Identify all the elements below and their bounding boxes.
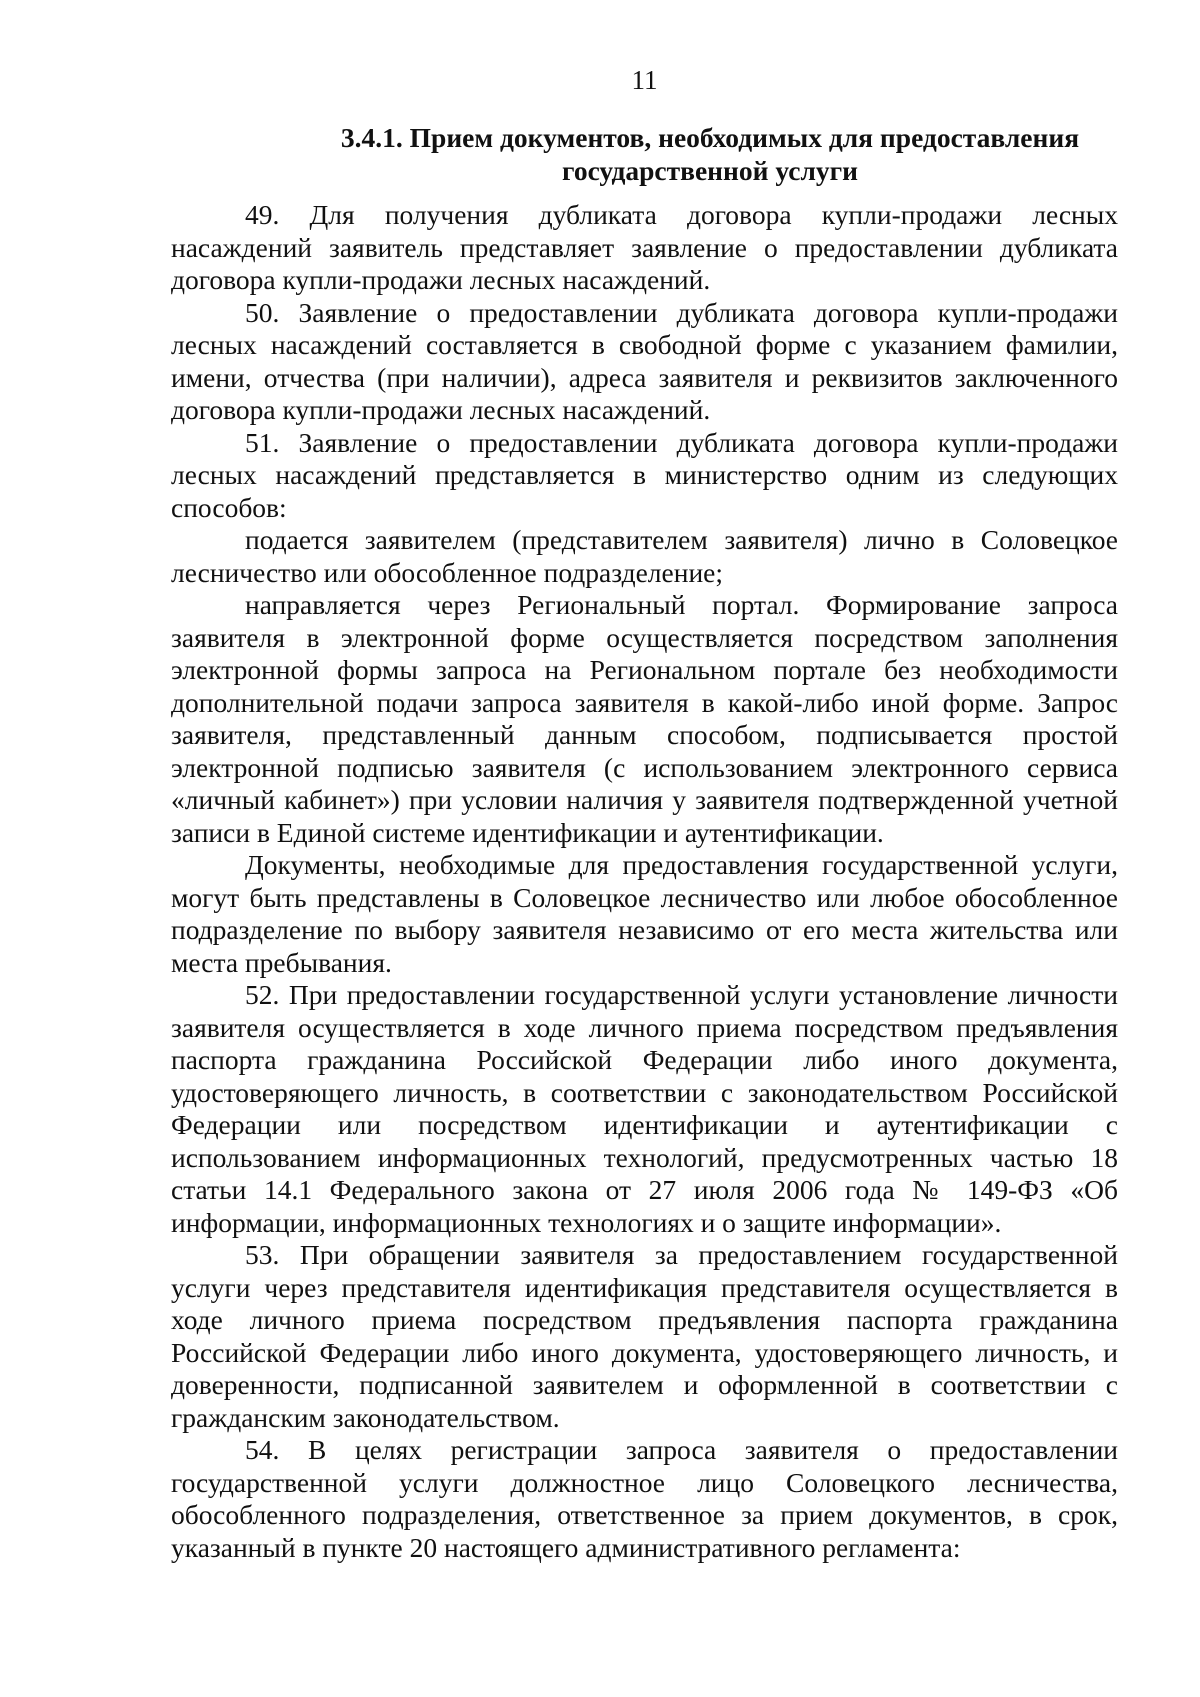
section-heading-line-1: 3.4.1. Прием документов, необходимых для предоставления (340, 122, 1080, 153)
paragraph-53: 53. При обращении заявителя за предоставлением государственной услуги через представителя идентификация представителя осуществляется в ходе личного приема посредством предъявления паспорта гражданина Российской Федерации либо иного документа, удостоверяющего личность, и доверенности, подписанной заявителем и оформленной в соответствии с гражданским законодательством. (171, 1239, 1118, 1433)
paragraph-54: 54. В целях регистрации запроса заявителя о предоставлении государственной услуги должностное лицо Соловецкого лесничества, обособленного подразделения, ответственное за прием документов, в срок, указанный в пункте 20 настоящего административного регламента: (171, 1434, 1118, 1563)
paragraph-49: 49. Для получения дубликата договора купли-продажи лесных насаждений заявитель представляет заявление о предоставлении дубликата договора купли-продажи лесных насаждений. (171, 199, 1118, 295)
paragraph-documents-submission: Документы, необходимые для предоставления государственной услуги, могут быть представлены в Соловецкое лесничество или любое обособленное подразделение по выбору заявителя независимо от его места жительства или места пребывания. (171, 849, 1118, 978)
section-heading (270, 121, 1150, 187)
paragraph-52: 52. При предоставлении государственной услуги установление личности заявителя осуществляется в ходе личного приема посредством предъявления паспорта гражданина Российской Федерации либо иного документа, удостоверяющего личность, в соответствии с законодательством Российской Федерации или посредством идентификации и аутентификации с использованием информационных технологий, предусмотренных частью 18 статьи 14.1 Федерального закона от 27 июля 2006 года № 149-ФЗ «Об информации, информационных технологиях и о защите информации». (171, 979, 1118, 1238)
paragraph-51-item-in-person: подается заявителем (представителем заявителя) лично в Соловецкое лесничество или обособленное подразделение; (171, 524, 1118, 588)
document-body (171, 199, 1118, 1564)
paragraph-50: 50. Заявление о предоставлении дубликата договора купли-продажи лесных насаждений составляется в свободной форме с указанием фамилии, имени, отчества (при наличии), адреса заявителя и реквизитов заключенного договора купли-продажи лесных насаждений. (171, 296, 1118, 425)
section-heading-line-2: государственной услуги (562, 155, 858, 186)
paragraph-51: 51. Заявление о предоставлении дубликата договора купли-продажи лесных насаждений представляется в министерство одним из следующих способов: (171, 426, 1118, 523)
paragraph-51-item-regional-portal: направляется через Региональный портал. Формирование запроса заявителя в электронной форме осуществляется посредством заполнения электронной формы запроса на Региональном портале без необходимости дополнительной подачи запроса заявителя в какой-либо иной форме. Запрос заявителя, представленный данным способом, подписывается простой электронной подписью заявителя (с использованием электронного сервиса «личный кабинет») при условии наличия у заявителя подтвержденной учетной записи в Единой системе идентификации и аутентификации. (171, 589, 1118, 848)
page-number: 11 (631, 65, 658, 95)
